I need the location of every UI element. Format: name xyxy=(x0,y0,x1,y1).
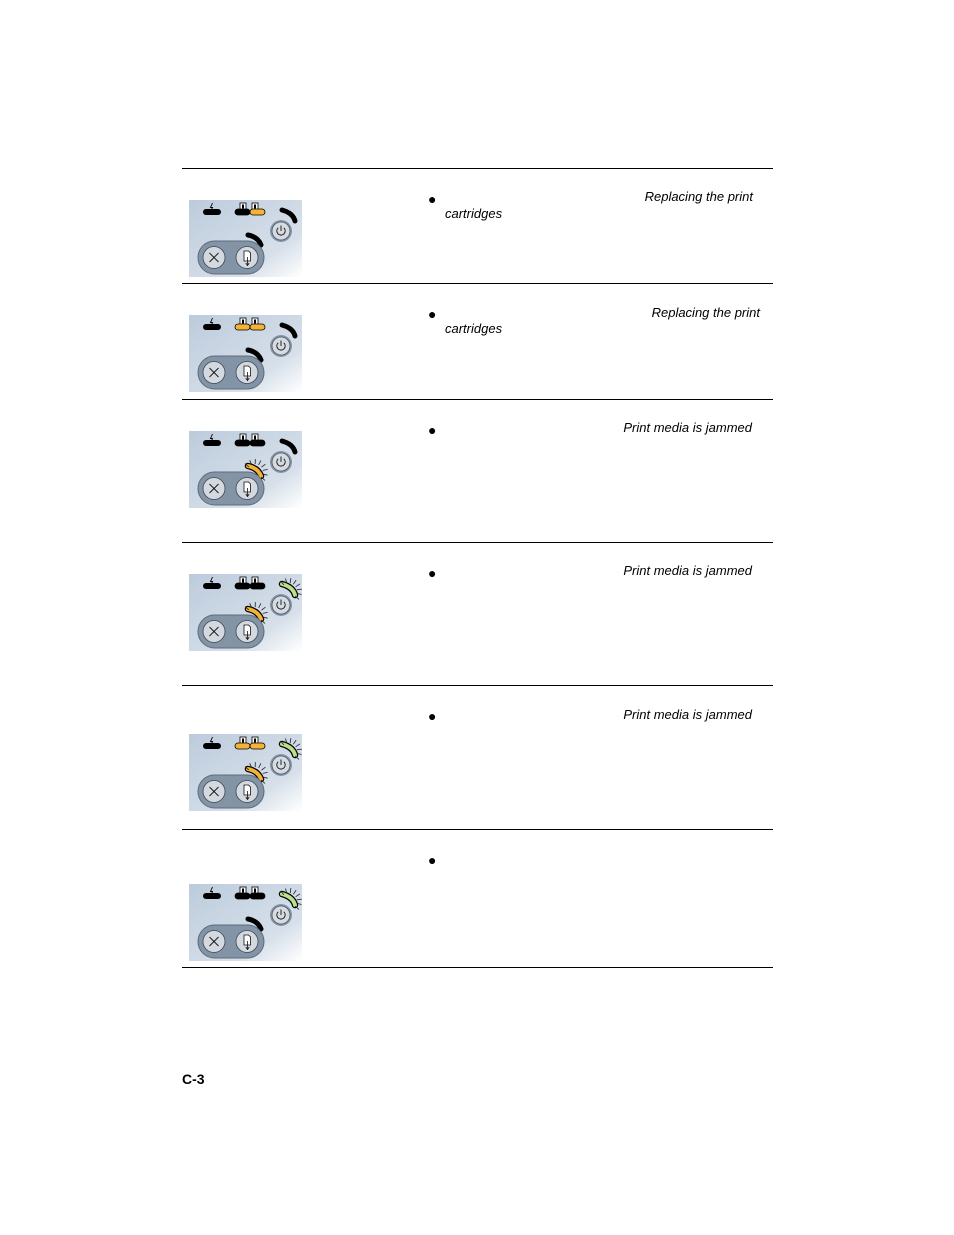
table-row-divider xyxy=(182,829,773,830)
table-bottom-rule xyxy=(182,967,773,968)
printer-lights-panel xyxy=(189,884,302,961)
printer-lights-panel xyxy=(189,315,302,392)
table-row-divider xyxy=(182,542,773,543)
bullet: ● xyxy=(428,852,437,868)
bullet: ● xyxy=(428,708,437,724)
printer-lights-panel xyxy=(189,734,302,811)
bullet: ● xyxy=(428,565,437,581)
table-row-divider xyxy=(182,685,773,686)
cross-reference-link[interactable]: Print media is jammed xyxy=(623,420,752,435)
bullet: ● xyxy=(428,191,437,207)
bullet: ● xyxy=(428,422,437,438)
bullet: ● xyxy=(428,306,437,322)
table-top-rule xyxy=(182,168,773,169)
cross-reference-link[interactable]: Print media is jammed xyxy=(623,563,752,578)
cross-reference-link[interactable]: Print media is jammed xyxy=(623,707,752,722)
cross-reference-link[interactable]: Replacing the print xyxy=(644,189,753,204)
cross-reference-link[interactable]: Replacing the print xyxy=(651,305,760,320)
cross-reference-link-cont[interactable]: cartridges xyxy=(445,206,503,221)
cross-reference-link-cont[interactable]: cartridges xyxy=(445,321,503,336)
table-row-divider xyxy=(182,399,773,400)
printer-lights-panel xyxy=(189,200,302,277)
page-number: C-3 xyxy=(182,1071,205,1087)
printer-lights-panel xyxy=(189,431,302,508)
printer-lights-panel xyxy=(189,574,302,651)
table-row-divider xyxy=(182,283,773,284)
